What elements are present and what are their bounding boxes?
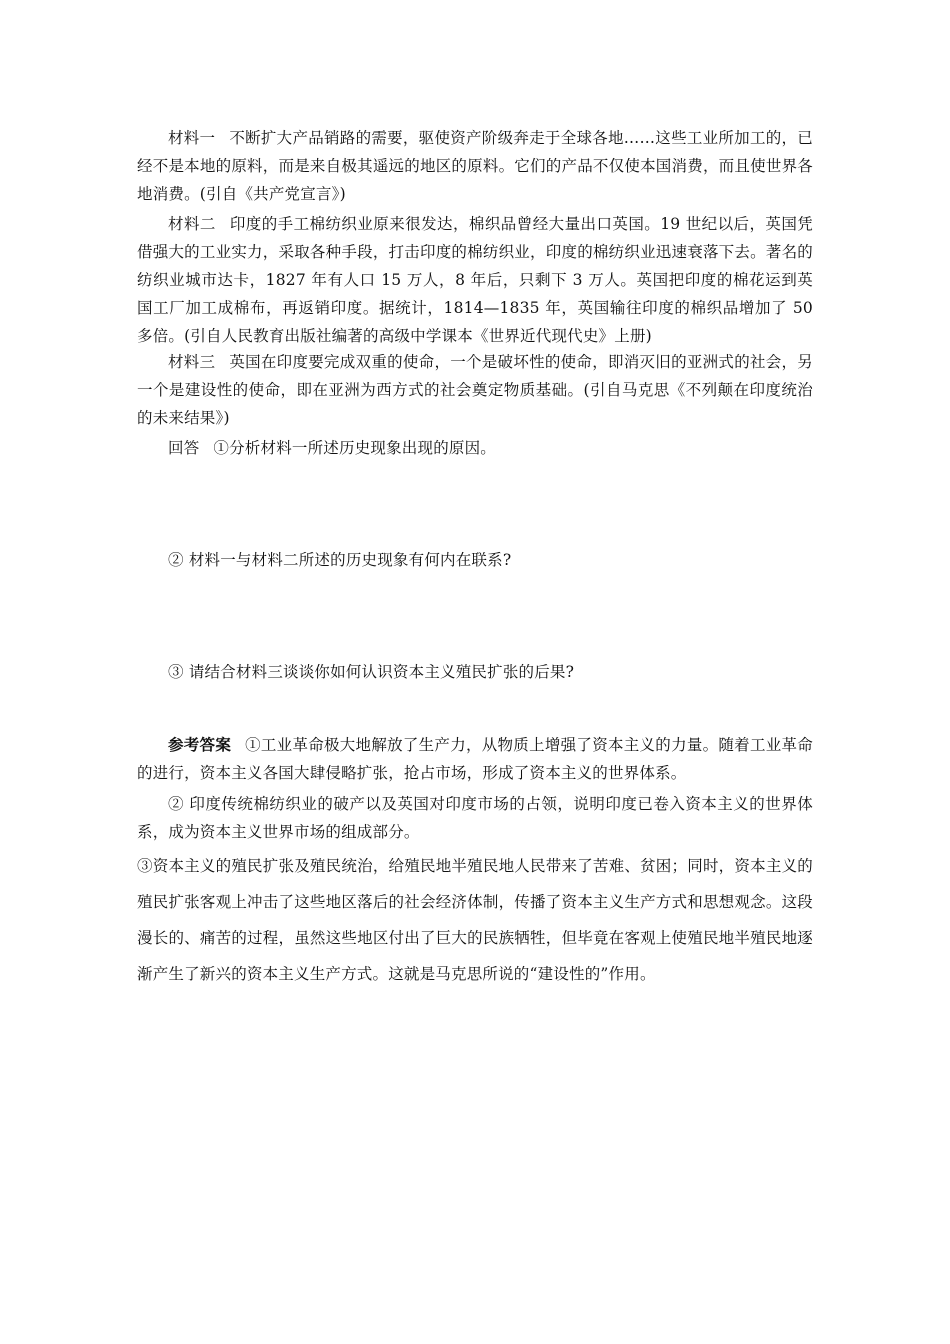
answer-label: 参考答案 — [168, 735, 232, 754]
material-three — [137, 348, 813, 432]
material-three-text: 英国在印度要完成双重的使命，一个是破坏性的使命，即消灭旧的亚洲式的社会，另一个是建设性的使命，即在亚洲为西方式的社会奠定物质基础。(引自马克思《不列颠在印度统治的未来结果》) — [137, 353, 814, 427]
material-one-label: 材料一 — [168, 129, 216, 147]
material-one — [137, 124, 813, 208]
question-three-text: ③ 请结合材料三谈谈你如何认识资本主义殖民扩张的后果? — [168, 663, 575, 681]
answer-two — [137, 790, 813, 846]
material-two-text: 印度的手工棉纺织业原来很发达，棉织品曾经大量出口英国。19 世纪以后，英国凭借强大的工业实力，采取各种手段，打击印度的棉纺织业，印度的棉纺织业迅速衰落下去。著名的纺织业城市达卡，1827 年有人口 15 万人，8 年后，只剩下 3 万人。英国把印度的棉花运到英国工厂加工成棉布，再返销印度。据统计，1814—1835 年，英国输往印度的棉织品增加了 50 多倍。(引自人民教育出版社编著的高级中学课本《世界近代现代史》上册) — [137, 215, 813, 345]
answer-two-text: ② 印度传统棉纺织业的破产以及英国对印度市场的占领，说明印度已卷入资本主义的世界体系，成为资本主义世界市场的组成部分。 — [137, 795, 813, 841]
question-two-text: ② 材料一与材料二所述的历史现象有何内在联系? — [168, 551, 512, 569]
question-label: 回答 — [168, 439, 200, 457]
question-three — [137, 658, 813, 686]
question-two — [137, 546, 813, 574]
answer-one-text: ①工业革命极大地解放了生产力，从物质上增强了资本主义的力量。随着工业革命的进行，资本主义各国大肆侵略扩张，抢占市场，形成了资本主义的世界体系。 — [137, 736, 813, 782]
answer-three — [137, 848, 813, 992]
material-one-text: 不断扩大产品销路的需要，驱使资产阶级奔走于全球各地……这些工业所加工的，已经不是本地的原料，而是来自极其遥远的地区的原料。它们的产品不仅使本国消费，而且使世界各地消费。(引自《共产党宣言》) — [137, 129, 813, 203]
answer-one — [137, 731, 813, 787]
answer-three-text: ③资本主义的殖民扩张及殖民统治，给殖民地半殖民地人民带来了苦难、贫困；同时，资本主义的殖民扩张客观上冲击了这些地区落后的社会经济体制，传播了资本主义生产方式和思想观念。这段漫长的、痛苦的过程，虽然这些地区付出了巨大的民族牺牲，但毕竟在客观上使殖民地半殖民地逐渐产生了新兴的资本主义生产方式。这就是马克思所说的“建设性的”作用。 — [137, 857, 813, 983]
question-one — [137, 434, 813, 462]
material-two — [137, 210, 813, 350]
material-three-label: 材料三 — [168, 353, 216, 371]
material-two-label: 材料二 — [168, 215, 216, 233]
question-one-text: ①分析材料一所述历史现象出现的原因。 — [213, 439, 497, 457]
